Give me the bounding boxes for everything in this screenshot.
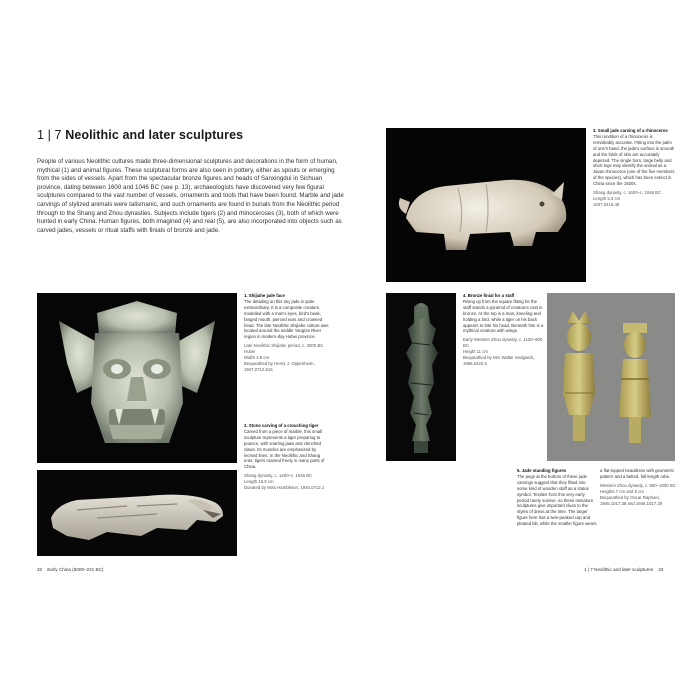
caption-body: Rising up from the square fitting for the staff stands a pyramid of creatures cast in bronze. At the top is a man, kneeling and holding a bird, while a tiger on his back appears to bite his head. Beneath him is a mythical creature with wings. [463, 298, 544, 334]
right-footer [584, 567, 663, 572]
caption-jade-figures [517, 468, 597, 527]
caption-meta [244, 473, 330, 491]
caption-body: The detailing on this tiny jade is quite extraordinary. It is a composite creature, modelled with a man's eyes, bird's beak, fanged mouth, pierced ears and crowned head. The late Neolithic Shijiahe culture was located around the middle Yangtze River region in modern-day Hubei province. [244, 298, 329, 340]
caption-rhinoceros [593, 128, 675, 208]
caption-meta-line: Donated by Miss Hambleton, 1946,0712.1 [244, 485, 325, 491]
caption-jade-figures-continued [600, 468, 678, 506]
footer-running-title: Early China (5000–221 BC) [47, 567, 104, 572]
jade-figures-image [547, 293, 675, 461]
caption-title: 1. Shijiahe jade face [244, 293, 285, 298]
caption-body: The pegs at the bottom of these jade carvings suggest that they fitted into some kind of wooden staff as a status symbol. Textiles from this very early period rarely survive, so these miniature sculptures give important clues to the styles of dress at the time. The larger figure here has a twin-peaked cap and pleated kilt, while the smaller figure wears [517, 473, 597, 527]
caption-title: 5. Jade standing figures [517, 468, 567, 473]
left-footer [37, 567, 103, 572]
caption-meta-line: Early Western Zhou dynasty, c. 1100–900 BC [463, 337, 543, 349]
caption-meta [593, 190, 675, 208]
caption-meta-line: Western Zhou dynasty, c. 950–1000 BC [600, 482, 676, 488]
caption-meta [244, 343, 330, 373]
bronze-finial-photo [386, 293, 456, 461]
caption-title: 3. Small jade carving of a rhinoceros [593, 128, 668, 133]
caption-meta-line: Bequeathed by Oscar Raphael, 1945,1017.38 and 1945,1017.39 [600, 494, 663, 506]
caption-meta-line: Heights 7 cm and 6 cm [600, 488, 644, 494]
caption-meta-line: Length 15.9 cm [244, 479, 274, 485]
caption-body: Carved from a piece of marble, this small sculpture represents a tiger preparing to pounce, with snarling jaws and clenched claws. Its muscles are emphasized by incised lines. In the Neolithic and Shang eras, tigers roamed freely in many parts of China. [244, 428, 325, 470]
footer-page-number: 32 [37, 567, 43, 572]
section-heading [37, 128, 337, 142]
caption-body: a flat-topped headdress with geometric pattern and a belted, full-length robe. [600, 468, 675, 479]
caption-meta-line: Bequeathed by Henry J. Oppenheim, 1947,0712.515 [244, 360, 315, 372]
tiger-carving-photo [37, 470, 237, 556]
jade-figures-photo [547, 293, 675, 461]
caption-meta [600, 483, 678, 507]
caption-meta-line: Bequeathed by Mrs Walter Sedgwick, 1968,0422.6 [463, 355, 535, 366]
rhinoceros-photo [386, 128, 586, 282]
intro-paragraph: People of various Neolithic cultures made three-dimensional sculptures and decorations in the form of human, mythical (1) and animal figures. These sculptural forms are also seen in pottery, either as spouts or emerging from the sides of vessels. Apart from the spectacular bronze figures and heads of Sanxingdui in Sichuan province, dating between 1600 and 1046 BC (see p. 13), archaeologists have discovered very few figural sculptures compared to the vast number of vessels, ornaments and tools that have been found. Marble and jade carvings of stylized animals were talismanic, and such ornaments are found in burials from the Neolithic period through to the Shang and Zhou dynasties. Subjects include tigers (2) and rhinoceroses (3), both of which were hunted in early China. Human figures, both imagined (4) and real (5), are also incorporated into objects such as carved jades, vessels or ritual staffs with finials of bronze and jade. [37, 158, 344, 234]
caption-body: This rendition of a rhinoceros is remarkably accurate. Fitting into the palm of one's hand, the jade's surface is smooth and the folds of skin are accurately depicted. The single horn, large belly and short legs may identify the animal as a Javan rhinoceros (one of the five members of the species), which has been extinct in China since the 1920s. [593, 133, 675, 187]
caption-meta-line: Late Neolithic Shijiahe period, c. 2000 BC [244, 343, 324, 349]
heading-title: Neolithic and later sculptures [65, 128, 244, 142]
rhinoceros-image [386, 128, 586, 282]
caption-meta-line: Hubei [244, 349, 256, 355]
caption-jade-face [244, 293, 330, 373]
bronze-finial-image [386, 293, 456, 461]
caption-title: 2. Stone carving of a crouching tiger [244, 423, 319, 428]
tiger-carving-image [37, 470, 237, 556]
footer-page-number: 33 [658, 567, 664, 572]
caption-meta-line: Shang dynasty, c. 1600–c. 1046 BC [593, 190, 662, 196]
caption-tiger [244, 423, 330, 491]
footer-running-title: 1 | 7 Neolithic and later sculptures [584, 567, 654, 572]
caption-meta-line: Shang dynasty, c. 1200–c. 1046 BC [244, 473, 313, 479]
caption-meta-line: 1937,0416.49 [593, 201, 620, 207]
caption-meta-line: Width 3.8 cm [244, 355, 270, 361]
heading-number: 1 | 7 [37, 128, 62, 142]
jade-face-photo [37, 293, 237, 463]
caption-title: 4. Bronze finial for a staff [463, 293, 515, 298]
jade-face-image [37, 293, 237, 463]
caption-meta-line: Height 11 cm [463, 349, 488, 355]
caption-meta-line: Length 5.3 cm [593, 195, 621, 201]
caption-meta [463, 337, 545, 367]
caption-bronze-finial [463, 293, 545, 367]
